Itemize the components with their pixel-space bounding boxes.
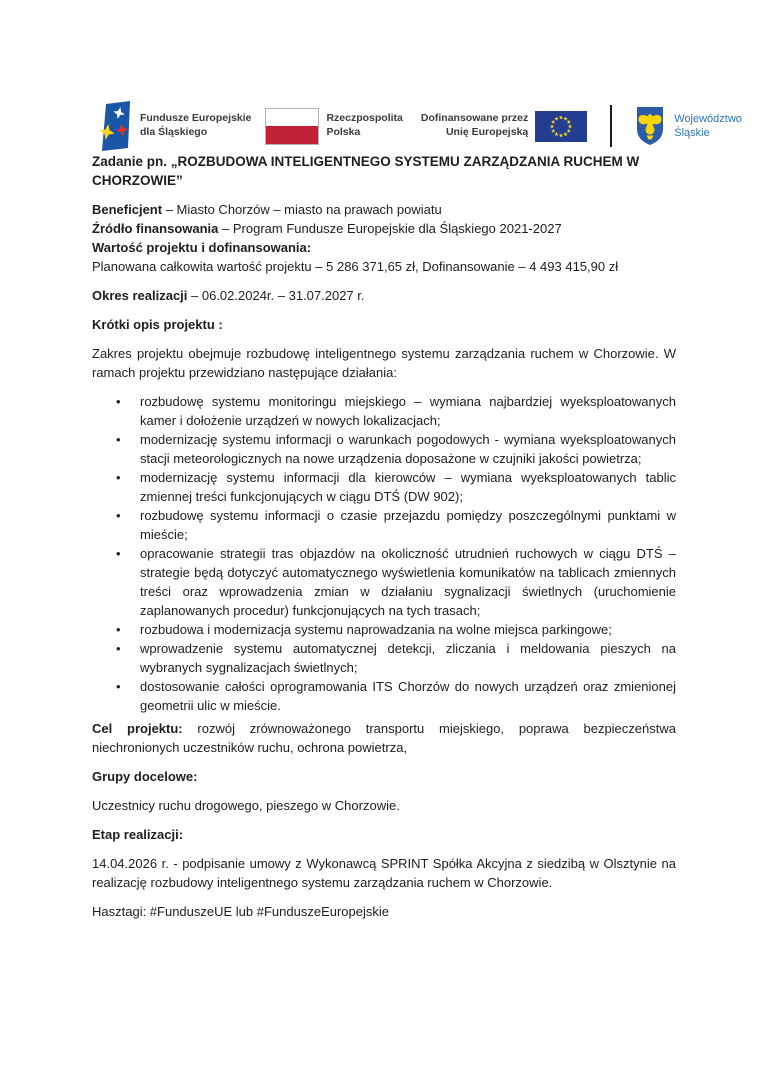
- grupy-docelowe-heading-text: Grupy docelowe:: [92, 769, 198, 784]
- cel-projektu-label: Cel projektu:: [92, 721, 183, 736]
- wartosc-label: Wartość projektu i dofinansowania:: [92, 240, 312, 255]
- krotki-opis-heading-text: Krótki opis projektu :: [92, 317, 223, 332]
- list-item: • rozbudowę systemu monitoringu miejskiego – wymiana najbardziej wyeksploatowanych kamer i dołożenie urządzeń w nowych lokalizacjach;: [92, 392, 676, 430]
- okres-value: – 06.02.2024r. – 31.07.2027 r.: [187, 288, 365, 303]
- wartosc-line: [92, 238, 676, 257]
- cel-projektu-text: rozwój zrównoważonego transportu miejskiego, poprawa bezpieczeństwa niechronionych uczestników ruchu, ochrona powietrza,: [92, 721, 676, 755]
- list-item: • modernizację systemu informacji o warunkach pogodowych - wymiana wyeksploatowanych stacji meteorologicznych na nowe urządzenia doposażone w czujniki jakości powietrza;: [92, 430, 676, 468]
- slaskie-eagle-shield-icon: [635, 105, 665, 147]
- project-meta-block: [92, 200, 676, 257]
- okres-realizacji-line: [92, 286, 676, 305]
- document-content: [0, 152, 768, 921]
- etap-realizacji-text: 14.04.2026 r. - podpisanie umowy z Wykonawcą SPRINT Spółka Akcyjna z siedzibą w Olsztynie na realizację rozbudowy inteligentnego systemu zarządzania ruchem w Chorzowie.: [92, 856, 676, 890]
- fe-caption-line2: dla Śląskiego: [140, 126, 208, 138]
- list-item: • dostosowanie całości oprogramowania ITS Chorzów do nowych urządzeń oraz zmienionej geometrii ulic w mieście.: [92, 677, 676, 715]
- eu-flag-icon: [535, 111, 587, 142]
- pl-logo-caption: [326, 112, 402, 139]
- beneficjent-line: [92, 200, 676, 219]
- slaskie-caption-line2: Śląskie: [674, 127, 710, 139]
- hasztagi-line: Hasztagi: #FunduszeUE lub #FunduszeEuropejskie: [92, 904, 390, 919]
- beneficjent-label: Beneficjent: [92, 202, 163, 217]
- grupy-docelowe-heading: [92, 767, 676, 786]
- logo-dofinansowane-ue: [421, 111, 587, 142]
- logo-wojewodztwo-slaskie: [635, 105, 742, 147]
- eu-logo-caption: [421, 112, 528, 139]
- eu-caption-line1: Dofinansowane przez: [420, 112, 529, 125]
- fe-caption-line1: Fundusze Europejskie: [140, 112, 252, 125]
- planowana-wartosc-line: Planowana całkowita wartość projektu – 5 286 371,65 zł, Dofinansowanie – 4 493 415,90 zł: [92, 259, 619, 274]
- beneficjent-value: – Miasto Chorzów – miasto na prawach powiatu: [162, 202, 442, 217]
- logo-divider: [610, 105, 612, 147]
- okres-label: Okres realizacji: [92, 288, 188, 303]
- list-item: • wprowadzenie systemu automatycznej detekcji, zliczania i meldowania pieszych na wybranych sygnalizacjach świetlnych;: [92, 639, 676, 677]
- etap-realizacji-heading: [92, 825, 676, 844]
- zrodlo-value: – Program Fundusze Europejskie dla Śląskiego 2021-2027: [218, 221, 562, 236]
- logo-rzeczpospolita-polska: [251, 108, 402, 145]
- zrodlo-line: [92, 219, 676, 238]
- pl-caption-line2: Polska: [326, 126, 361, 138]
- krotki-opis-heading: [92, 315, 676, 334]
- opis-intro-paragraph: Zakres projektu obejmuje rozbudowę inteligentnego systemu zarządzania ruchem w Chorzowie. W ramach projektu przewidziano następujące działania:: [92, 346, 676, 380]
- eu-caption-line2: Unię Europejską: [445, 126, 529, 138]
- slaskie-caption-line1: Województwo: [674, 112, 742, 125]
- document-title: Zadanie pn. „ROZBUDOWA INTELIGENTNEGO SYSTEMU ZARZĄDZANIA RUCHEM W CHORZOWIE”: [92, 154, 640, 188]
- logo-fundusze-europejskie: [99, 100, 251, 152]
- cel-projektu-paragraph: [92, 719, 676, 757]
- fe-logo-caption: [140, 112, 251, 139]
- list-item: • rozbudowę systemu informacji o czasie przejazdu pomiędzy poszczególnymi punktami w mieście;: [92, 506, 676, 544]
- fe-flag-stars-icon: [99, 100, 133, 152]
- grupy-docelowe-text: Uczestnicy ruchu drogowego, pieszego w Chorzowie.: [92, 798, 400, 813]
- project-actions-list: [92, 392, 676, 715]
- etap-realizacji-heading-text: Etap realizacji:: [92, 827, 184, 842]
- funding-logos-bar: [99, 100, 768, 152]
- list-item: • opracowanie strategii tras objazdów na okoliczność utrudnień ruchowych w ciągu DTŚ – strategie będą dotyczyć automatycznego wyświetlenia komunikatów na tablicach zmiennych treści oraz wprowadzenia zmian w działaniu sygnalizacji świetlnych (uruchomienie zaplanowanych procedur) funkcjonujących na tych trasach;: [92, 544, 676, 620]
- list-item: • modernizację systemu informacji dla kierowców – wymiana wyeksploatowanych tablic zmiennej treści funkcjonujących w ciągu DTŚ (DW 902);: [92, 468, 676, 506]
- zrodlo-label: Źródło finansowania: [92, 221, 219, 236]
- list-item: • rozbudowa i modernizacja systemu naprowadzania na wolne miejsca parkingowe;: [92, 620, 676, 639]
- poland-flag-icon: [265, 108, 319, 145]
- pl-caption-line1: Rzeczpospolita: [326, 112, 403, 125]
- slaskie-logo-caption: [674, 112, 742, 141]
